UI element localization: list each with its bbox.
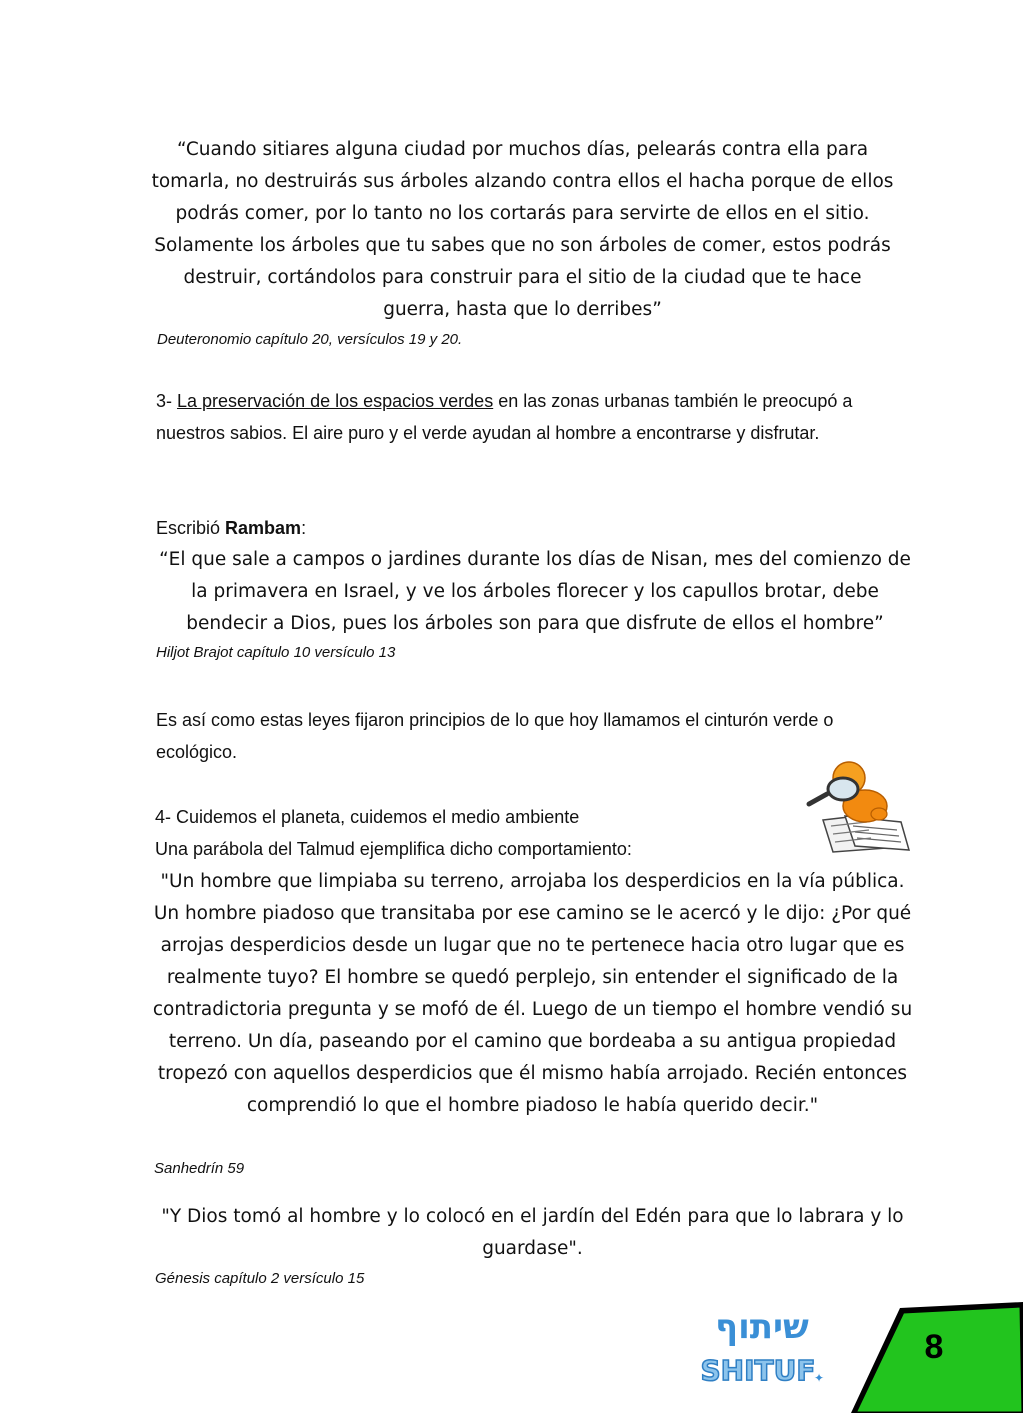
quote-talmud-parable: "Un hombre que limpiaba su terreno, arrojaba los desperdicios en la vía pública. Un hombre piadoso que transitaba por ese camino se le acercó y le dijo: ¿Por qué arrojas desperdicios desde un lugar que no te pertenece hacia otro lugar que es realmente tuyo? El hombre se quedó perplejo, sin entender el significado de la contradictoria pregunta y se mofó de él. Luego de un tiempo el hombre vendió su terreno. Un día, paseando por el camino que bordeaba a su antigua propiedad tropezó con aquellos desperdicios que él mismo había arrojado. Recién entonces comprendió lo que el hombre piadoso le había querido decir." (152, 871, 913, 1116)
escribio-prefix: Escribió (156, 518, 226, 538)
quote-genesis: "Y Dios tomó al hombre y lo colocó en el jardín del Edén para que lo labrara y lo guardase". (161, 1206, 904, 1259)
citation-deuteronomio: Deuteronomio capítulo 20, versículos 19 y 20. (157, 331, 463, 348)
citation-sanhedrin: Sanhedrín 59 (154, 1160, 245, 1177)
shituf-logo (700, 1300, 825, 1395)
logo-latin-text: SHITUF (700, 1354, 816, 1387)
quote-rambam: “El que sale a campos o jardines durante los días de Nisan, mes del comienzo de la primavera en Israel, y ve los árboles florecer y los capullos brotar, debe bendecir a Dios, pues los árboles son para que disfrute de ellos el hombre” (159, 549, 911, 634)
logo-hebrew-text: שיתוף (715, 1307, 809, 1347)
section-4-heading: 4- Cuidemos el planeta, cuidemos el medio ambiente (155, 807, 580, 827)
page-corner-marker (845, 1300, 1023, 1413)
paragraph-cinturon-verde: Es así como estas leyes fijaron principios de lo que hoy llamamos el cinturón verde o ecológico. (156, 710, 834, 762)
quote-deuteronomio: “Cuando sitiares alguna ciudad por muchos días, pelearás contra ella para tomarla, no destruirás sus árboles alzando contra ellos el hacha porque de ellos podrás comer, por lo tanto no los cortarás para servirte de ellos en el sitio. Solamente los árboles que tu sabes que no son árboles de comer, estos podrás destruir, cortándolos para construir para el sitio de la ciudad que te hace guerra, hasta que lo derribes” (151, 139, 894, 320)
citation-hiljot-brajot: Hiljot Brajot capítulo 10 versículo 13 (156, 644, 396, 661)
section-3-text: en las zonas urbanas también le preocupó a nuestros sabios. El aire puro y el verde ayudan al hombre a encontrarse y disfrutar. (156, 391, 853, 443)
escribio-line (156, 512, 306, 544)
section-3-paragraph (156, 385, 876, 449)
magnifier-figure-icon (805, 756, 915, 856)
section-3-underlined-title: La preservación de los espacios verdes (177, 391, 494, 411)
author-rambam: Rambam (225, 518, 302, 538)
section-4-intro: Una parábola del Talmud ejemplifica dicho comportamiento: (155, 839, 632, 859)
sparkle-icon: ✦ (814, 1371, 825, 1385)
escribio-suffix: : (301, 518, 307, 538)
citation-genesis: Génesis capítulo 2 versículo 15 (155, 1270, 365, 1287)
page-number: 8 (924, 1328, 944, 1366)
magnifying-glass-icon (809, 778, 858, 804)
section-3-number: 3- (156, 391, 178, 411)
